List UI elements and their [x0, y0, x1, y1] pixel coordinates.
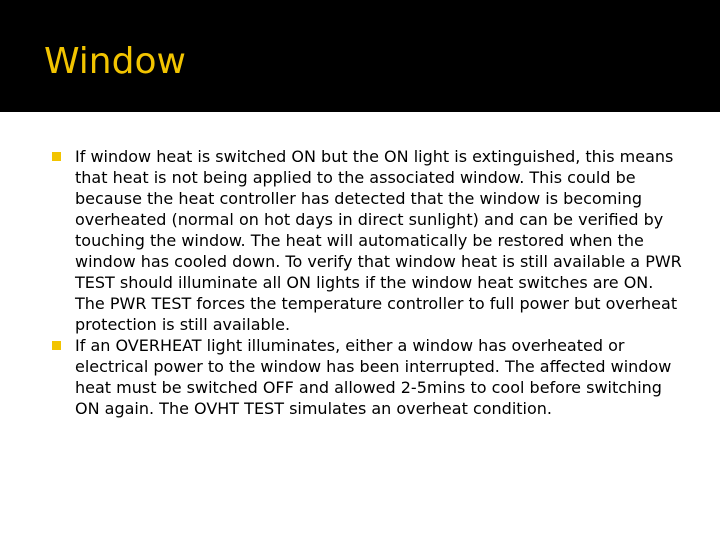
- bullet-item: [52, 335, 688, 419]
- bullet-list: [52, 146, 688, 419]
- bullet-item: [52, 146, 688, 335]
- title-band: [0, 0, 720, 112]
- slide-title: Window: [44, 41, 186, 82]
- bullet-text: If an OVERHEAT light illuminates, either a window has overheated or electrical power to the window has been interrupted. The affected window heat must be switched OFF and allowed 2-5mins to cool before switching ON again. The OVHT TEST simulates an overheat condition.: [75, 336, 672, 418]
- square-bullet-icon: [52, 152, 61, 161]
- bullet-text: If window heat is switched ON but the ON light is extinguished, this means that heat is not being applied to the associated window. This could be because the heat controller has detected that the window is becoming overheated (normal on hot days in direct sunlight) and can be verified by touching the window. The heat will automatically be restored when the window has cooled down. To verify that window heat is still available a PWR TEST should illuminate all ON lights if the window heat switches are ON. The PWR TEST forces the temperature controller to full power but overheat protection is still available.: [75, 147, 682, 334]
- square-bullet-icon: [52, 341, 61, 350]
